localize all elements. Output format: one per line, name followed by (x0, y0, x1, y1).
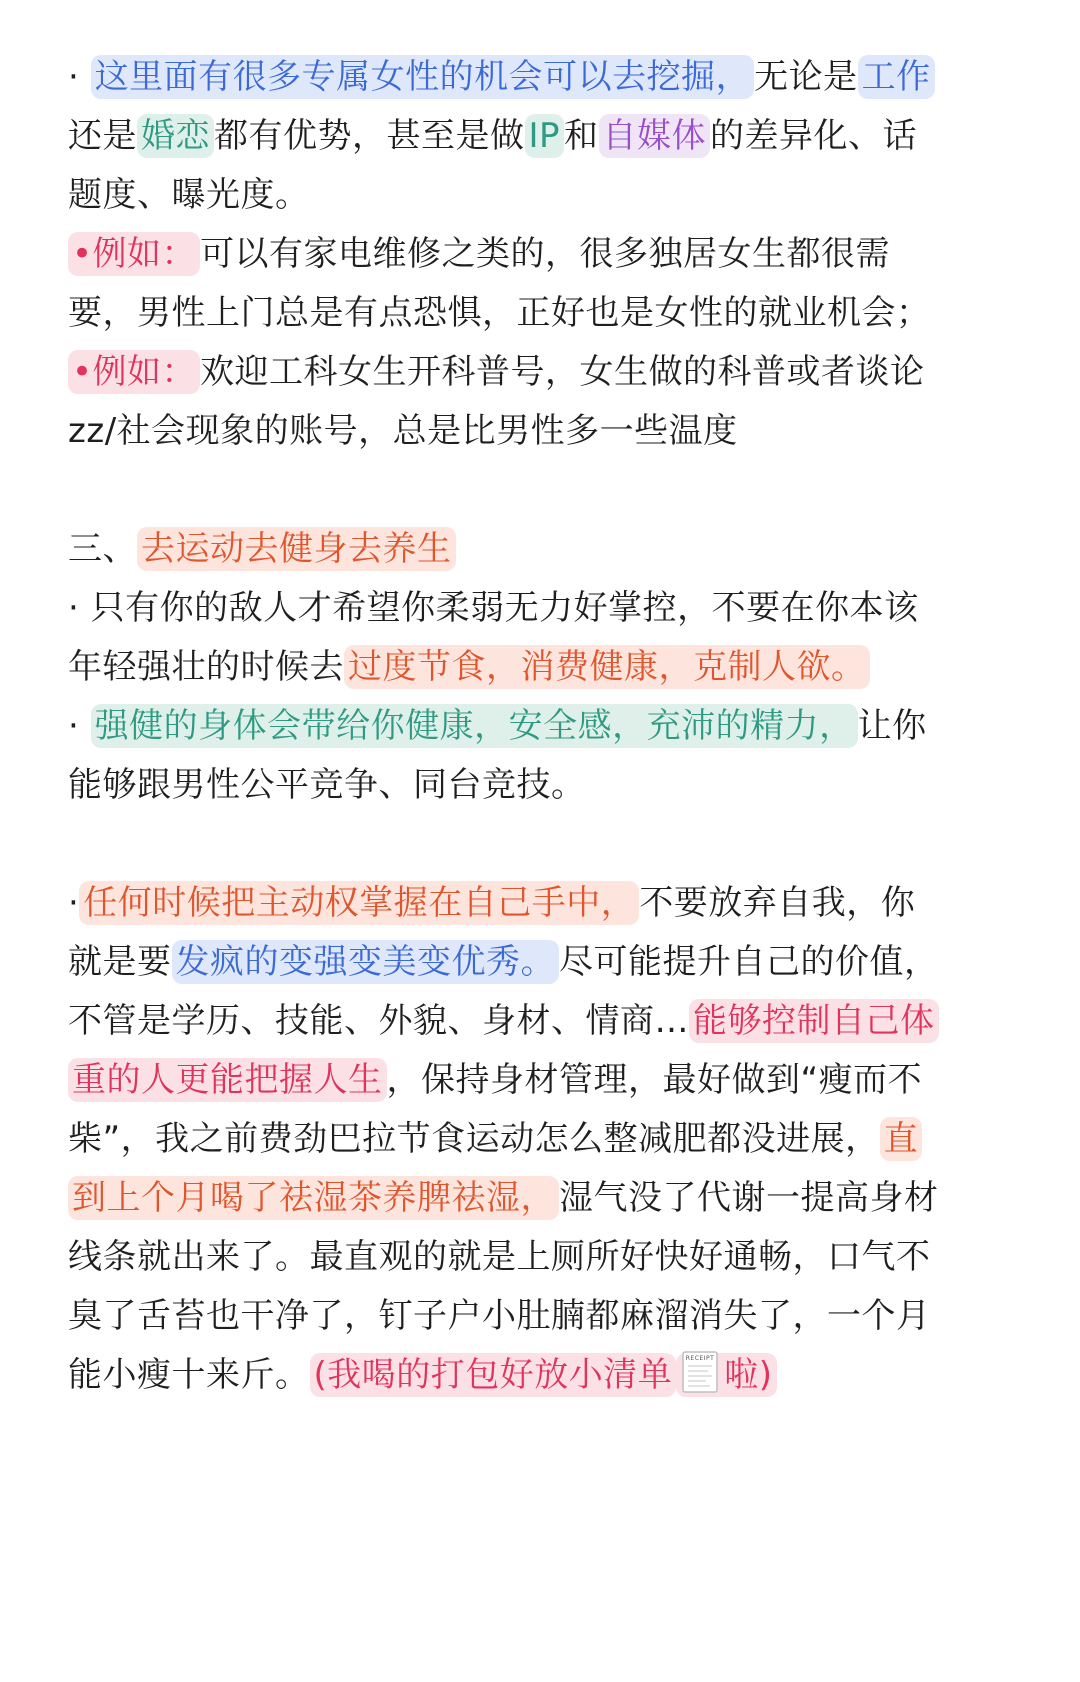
text: 和 (564, 116, 599, 156)
text: 都有优势，甚至是做 (214, 116, 525, 156)
text: 湿气没了代谢一提高身材线条就出来了。最直观的就是上厕所好快好通畅，口气不臭了舌苔也干净了，钉子户小肚腩都麻溜消失了，一个月能小瘦十来斤。 (68, 1178, 939, 1395)
highlight-work: 工作 (858, 55, 935, 99)
highlight-overdiet: 过度节食，消费健康，克制人欲。 (344, 645, 870, 689)
highlight-ip: IP (525, 114, 565, 158)
text: 不要放弃自我，你就是要 (68, 883, 916, 982)
paragraph-opportunities (68, 48, 940, 225)
paragraph-example-science (68, 343, 940, 461)
text: 只有你的敌人才希望你柔弱无力好掌控，不要在你本该年轻强壮的时候去 (68, 588, 919, 687)
highlight-list-note: (我喝的打包好放小清单 (310, 1353, 677, 1397)
paragraph-take-control (68, 874, 940, 1405)
highlight-list-note-end (676, 1353, 776, 1397)
bullet: · (68, 57, 91, 97)
highlight-women-opportunities: 这里面有很多专属女性的机会可以去挖掘， (91, 55, 755, 99)
bullet: · (68, 883, 80, 923)
text: 让你能够跟男性公平竞争、同台竞技。 (68, 706, 927, 805)
section-heading-exercise (68, 520, 940, 579)
highlight-self-media: 自媒体 (599, 114, 711, 158)
highlight-get-stronger: 发疯的变强变美变优秀。 (172, 940, 560, 984)
paragraph-enemies (68, 579, 940, 697)
spacer (68, 461, 940, 520)
receipt-label: RECEIPT (686, 1355, 715, 1362)
paragraph-example-repair (68, 225, 940, 343)
example-label: •例如： (68, 232, 200, 276)
bullet: · (68, 706, 91, 746)
highlight-weight-control: 能够控制自己体重的人更能把握人生 (68, 999, 939, 1102)
example-label: •例如： (68, 350, 200, 394)
bullet: · (68, 588, 91, 628)
spacer (68, 815, 940, 874)
highlight-healthy-body: 强健的身体会带给你健康，安全感，充沛的精力， (91, 704, 858, 748)
text: 可以有家电维修之类的，很多独居女生都很需要，男性上门总是有点恐惧，正好也是女性的就业机会； (68, 234, 931, 333)
section-title: 去运动去健身去养生 (137, 527, 456, 571)
highlight-tea: 直到上个月喝了祛湿茶养脾祛湿， (68, 1117, 922, 1220)
text: 还是 (68, 116, 137, 156)
text: 欢迎工科女生开科普号，女生做的科普或者谈论zz/社会现象的账号，总是比男性多一些温度 (68, 352, 925, 451)
paragraph-healthy-body (68, 697, 940, 815)
text: 啦) (724, 1355, 773, 1395)
text: 尽可能提升自己的价值，不管是学历、技能、外貌、身材、情商… (68, 942, 939, 1041)
text: 的差异化、话题度、曝光度。 (68, 116, 918, 215)
highlight-take-control: 任何时候把主动权掌握在自己手中， (79, 881, 639, 925)
highlight-marriage: 婚恋 (137, 114, 214, 158)
text: ，保持身材管理，最好做到“瘦而不柴”，我之前费劲巴拉节食运动怎么整减肥都没进展， (68, 1060, 923, 1159)
receipt-icon (680, 1350, 720, 1394)
section-number: 三、 (68, 529, 137, 569)
text: 无论是 (754, 57, 858, 97)
